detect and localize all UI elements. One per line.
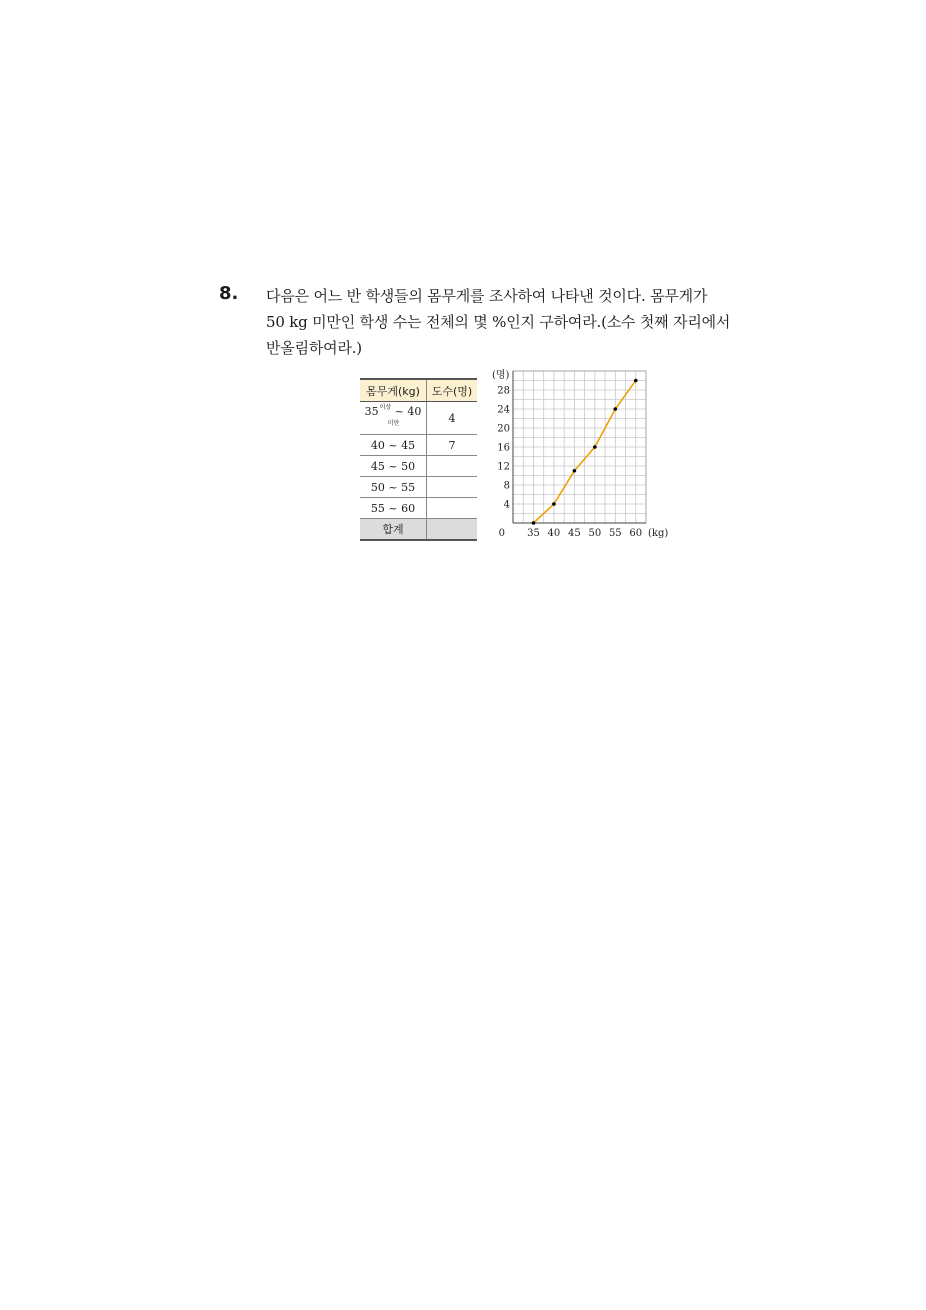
class-to: 45 <box>401 438 416 452</box>
header-frequency: 도수(명) <box>427 379 478 402</box>
class-to: 60 <box>401 501 416 515</box>
y-tick-label: 4 <box>503 499 510 511</box>
data-point <box>593 445 597 449</box>
x-tick-label: 45 <box>568 528 581 539</box>
weight-class <box>360 402 427 435</box>
total-row <box>360 519 477 541</box>
frequency-cell: 7 <box>427 435 478 456</box>
data-point <box>573 469 577 473</box>
data-point <box>552 502 556 506</box>
class-to: 50 <box>401 459 416 473</box>
y-tick-label: 16 <box>497 442 510 454</box>
weight-class <box>360 435 427 456</box>
weight-class <box>360 477 427 498</box>
x-tick-label: 55 <box>608 528 622 539</box>
x-unit-label: (kg) <box>648 528 668 539</box>
class-sep: ~ <box>388 480 398 494</box>
class-sep: ~ <box>394 405 404 418</box>
x-tick-label: 50 <box>588 528 602 539</box>
y-unit-label: (명) <box>492 370 510 381</box>
weight-class <box>360 456 427 477</box>
data-point <box>614 407 618 411</box>
class-from: 45 <box>370 459 385 473</box>
total-label: 합계 <box>360 519 427 541</box>
frequency-cell: 4 <box>427 402 478 435</box>
class-sep: ~ <box>388 501 398 515</box>
frequency-cell <box>427 498 478 519</box>
sup-to: 미만 <box>387 420 400 427</box>
x-tick-label: 60 <box>629 528 643 539</box>
class-sep: ~ <box>388 459 398 473</box>
question-text <box>266 283 736 361</box>
class-from: 50 <box>370 480 385 494</box>
y-tick-label: 12 <box>497 461 510 473</box>
table-row <box>360 456 477 477</box>
table-header-row <box>360 379 477 402</box>
class-from: 40 <box>370 438 385 452</box>
table-row <box>360 402 477 435</box>
header-weight: 몸무게(kg) <box>360 379 427 402</box>
frequency-cell <box>427 477 478 498</box>
question-number: 8. <box>219 283 239 304</box>
class-to: 55 <box>401 480 416 494</box>
table-row <box>360 477 477 498</box>
y-tick-label: 24 <box>497 404 510 416</box>
x-tick-label: 35 <box>527 528 540 539</box>
x-tick-label: 40 <box>547 528 561 539</box>
class-from: 55 <box>370 501 385 515</box>
table-row <box>360 498 477 519</box>
table-row <box>360 435 477 456</box>
sup-from: 이상 <box>379 404 392 411</box>
class-sep: ~ <box>388 438 398 452</box>
y-tick-label: 28 <box>497 385 510 397</box>
frequency-cell <box>427 456 478 477</box>
question-line-3: 반올림하여라.) <box>266 339 362 357</box>
question-line-1: 다음은 어느 반 학생들의 몸무게를 조사하여 나타낸 것이다. 몸무게가 <box>266 287 708 305</box>
weight-class <box>360 498 427 519</box>
class-from: 35 <box>364 405 379 418</box>
y-tick-label: 20 <box>497 423 510 435</box>
data-point <box>532 521 536 525</box>
question-line-2: 50 kg 미만인 학생 수는 전체의 몇 %인지 구하여라.(소수 첫째 자리에서 <box>266 313 731 331</box>
y-tick-label: 8 <box>503 480 510 492</box>
data-point <box>634 379 638 383</box>
frequency-table <box>360 378 477 541</box>
origin-label: 0 <box>498 528 505 539</box>
total-value <box>427 519 478 541</box>
cumulative-frequency-chart <box>488 364 668 546</box>
class-to: 40 <box>407 405 422 418</box>
